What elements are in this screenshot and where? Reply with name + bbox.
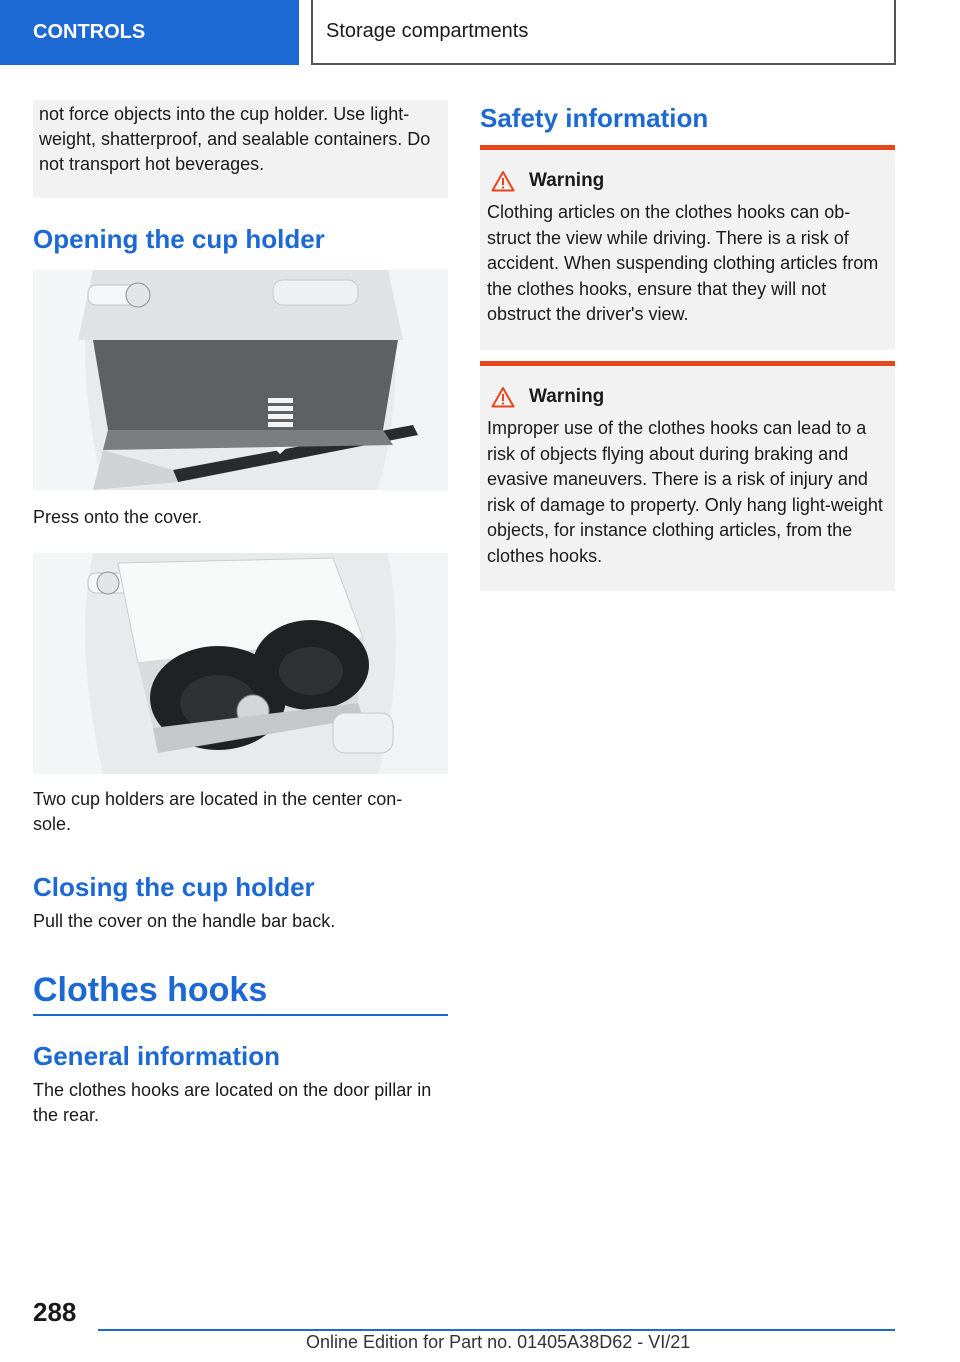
warning-label: Warning bbox=[529, 386, 605, 407]
opening-heading: Opening the cup holder bbox=[33, 224, 325, 254]
page-number: 288 bbox=[33, 1297, 77, 1327]
warning-triangle-icon bbox=[491, 170, 515, 192]
photo-closed-cover bbox=[33, 270, 448, 490]
warning-label: Warning bbox=[529, 170, 605, 191]
warning-text: Clothing articles on the clothes hooks can ob-struct the view while driving. There is a risk of accident. When suspending clothing articles from the clothes hooks, ensure that they will not obstruct the driver's view. bbox=[487, 202, 879, 324]
photo-open-cup-holders bbox=[33, 553, 448, 774]
header-page-title: Storage compartments bbox=[311, 0, 896, 65]
closing-heading: Closing the cup holder bbox=[33, 872, 315, 902]
general-info-text: The clothes hooks are located on the door pillar in the rear. bbox=[33, 1080, 432, 1125]
safety-info-heading: Safety information bbox=[480, 103, 709, 133]
warning-box-1 bbox=[480, 145, 895, 350]
note-text: not force objects into the cup holder. Use light-weight, shatterproof, and sealable containers. Do not transport hot beverages. bbox=[39, 104, 431, 174]
footer-edition: Online Edition for Part no. 01405A38D62 - VI/21 bbox=[306, 1332, 691, 1352]
clothes-hooks-title: Clothes hooks bbox=[33, 971, 268, 1009]
header-section-label: CONTROLS bbox=[0, 0, 299, 65]
general-info-heading: General information bbox=[33, 1041, 281, 1071]
warning-triangle-icon bbox=[491, 386, 515, 408]
footer-rule bbox=[98, 1329, 895, 1331]
caption-two-cup-holders: Two cup holders are located in the center con-sole. bbox=[33, 789, 403, 834]
continued-note-box bbox=[33, 100, 448, 198]
closing-text: Pull the cover on the handle bar back. bbox=[33, 911, 336, 931]
warning-box-2 bbox=[480, 361, 895, 591]
section-rule bbox=[33, 1014, 448, 1016]
warning-text: Improper use of the clothes hooks can lead to a risk of objects flying about during braking and evasive maneuvers. There is a risk of injury and risk of damage to property. Only hang light-weight objects, for instance clothing articles, from the clothes hooks. bbox=[487, 418, 883, 566]
caption-press-cover: Press onto the cover. bbox=[33, 507, 203, 527]
